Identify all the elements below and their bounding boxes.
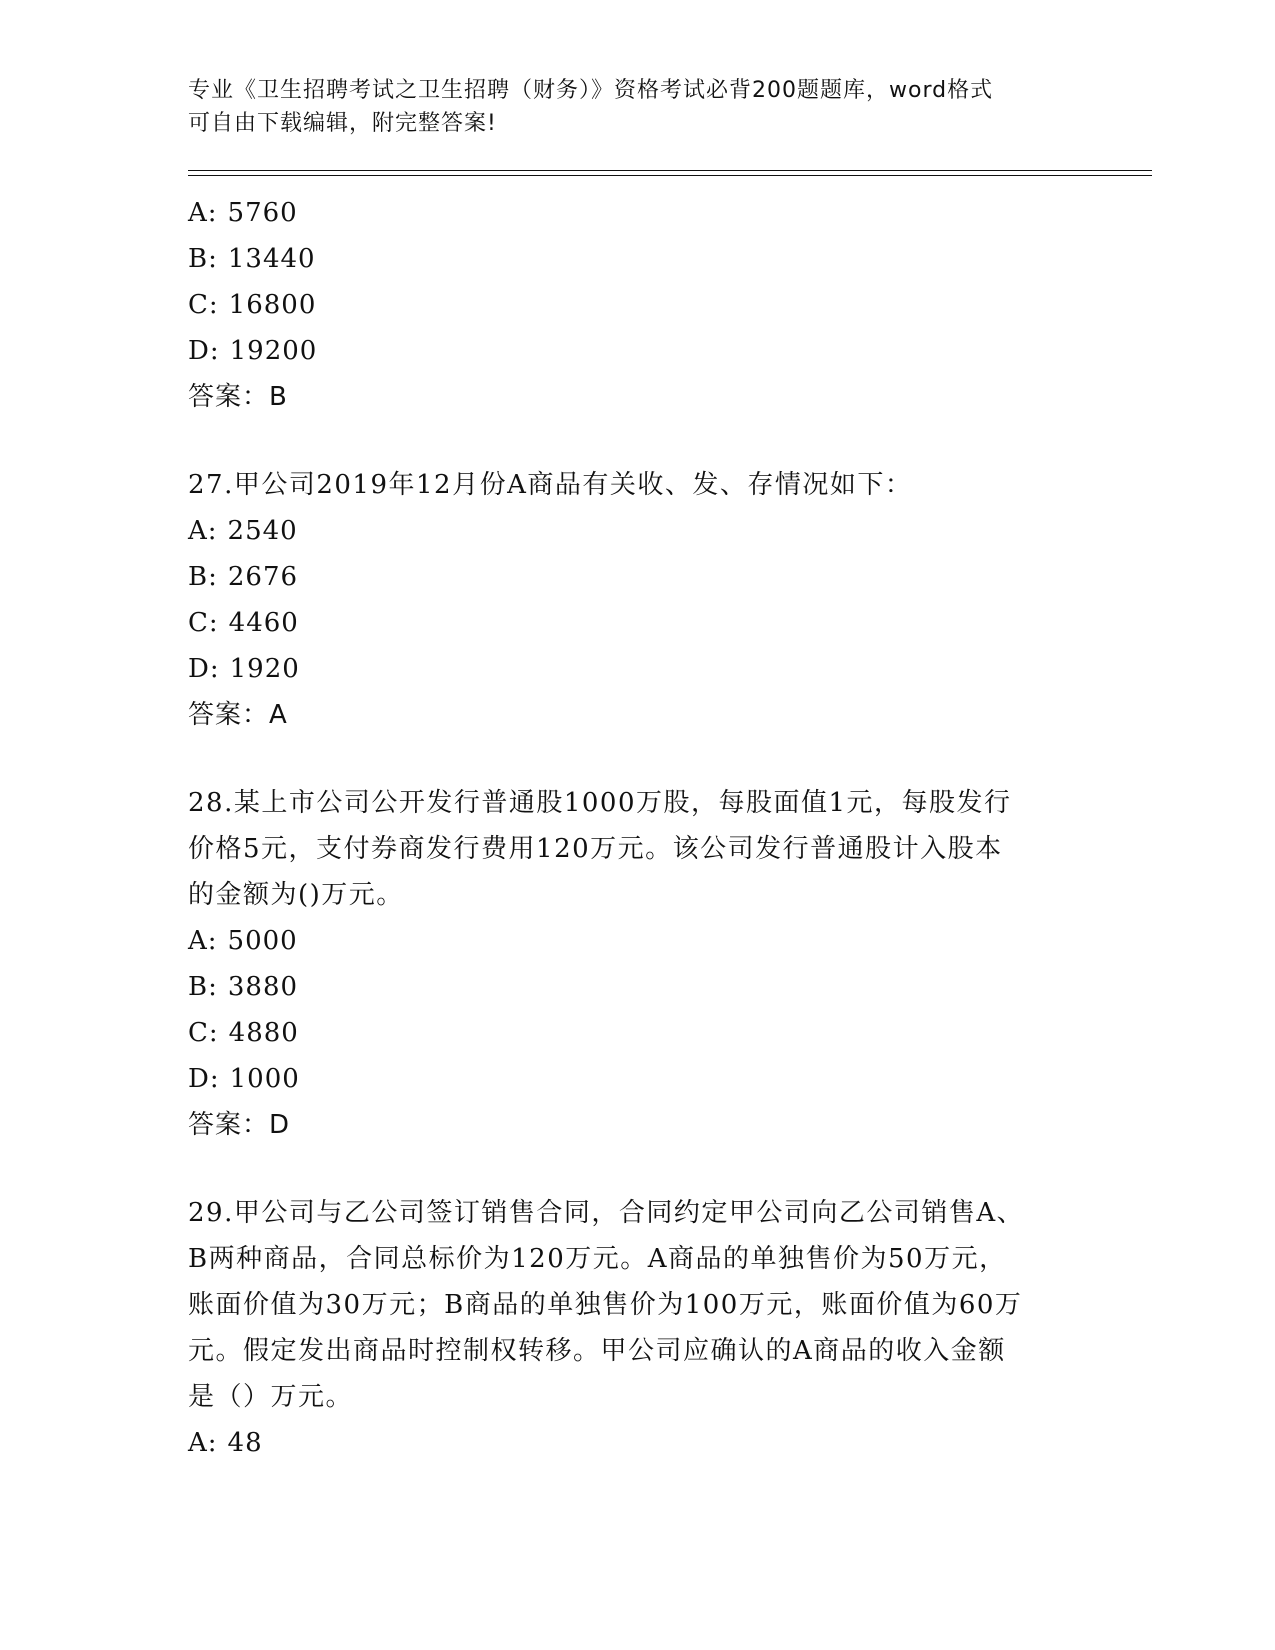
question-list	[188, 190, 1088, 1466]
question-text: B两种商品，合同总标价为120万元。A商品的单独售价为50万元，	[188, 1244, 1007, 1274]
option-c: C: 4460	[188, 608, 299, 638]
answer: 答案：D	[188, 1110, 291, 1140]
question-text: 28.某上市公司公开发行普通股1000万股，每股面值1元，每股发行	[188, 788, 1012, 818]
question-text: 账面价值为30万元；B商品的单独售价为100万元，账面价值为60万	[188, 1290, 1023, 1320]
question-text: 价格5元，支付券商发行费用120万元。该公司发行普通股计入股本	[188, 834, 1003, 864]
answer: 答案：A	[188, 700, 288, 730]
header-rule-top	[188, 170, 1152, 171]
question-text: 元。假定发出商品时控制权转移。甲公司应确认的A商品的收入金额	[188, 1336, 1006, 1366]
option-d: D: 1920	[188, 654, 300, 684]
question-text: 的金额为()万元。	[188, 880, 404, 910]
question-text: 是（）万元。	[188, 1382, 354, 1412]
option-d: D: 19200	[188, 336, 318, 366]
option-b: B: 13440	[188, 244, 316, 274]
option-b: B: 2676	[188, 562, 299, 592]
option-d: D: 1000	[188, 1064, 300, 1094]
header-title-line-1: 专业《卫生招聘考试之卫生招聘（财务）》资格考试必背200题题库，word格式	[188, 78, 994, 103]
option-b: B: 3880	[188, 972, 299, 1002]
question-27	[188, 462, 1088, 738]
header-rule-bottom	[188, 175, 1152, 176]
option-a: A: 5760	[188, 198, 298, 228]
question-text: 29.甲公司与乙公司签订销售合同，合同约定甲公司向乙公司销售A、	[188, 1198, 1025, 1228]
question-28	[188, 780, 1088, 1148]
option-a: A: 5000	[188, 926, 298, 956]
question-29	[188, 1190, 1088, 1466]
document-header	[188, 74, 1068, 140]
option-a: A: 48	[188, 1428, 263, 1458]
option-c: C: 4880	[188, 1018, 299, 1048]
question-26	[188, 190, 1088, 420]
option-c: C: 16800	[188, 290, 317, 320]
answer: 答案：B	[188, 382, 288, 412]
option-a: A: 2540	[188, 516, 298, 546]
header-title-line-2: 可自由下载编辑，附完整答案!	[188, 111, 497, 136]
question-text: 27.甲公司2019年12月份A商品有关收、发、存情况如下：	[188, 470, 913, 500]
